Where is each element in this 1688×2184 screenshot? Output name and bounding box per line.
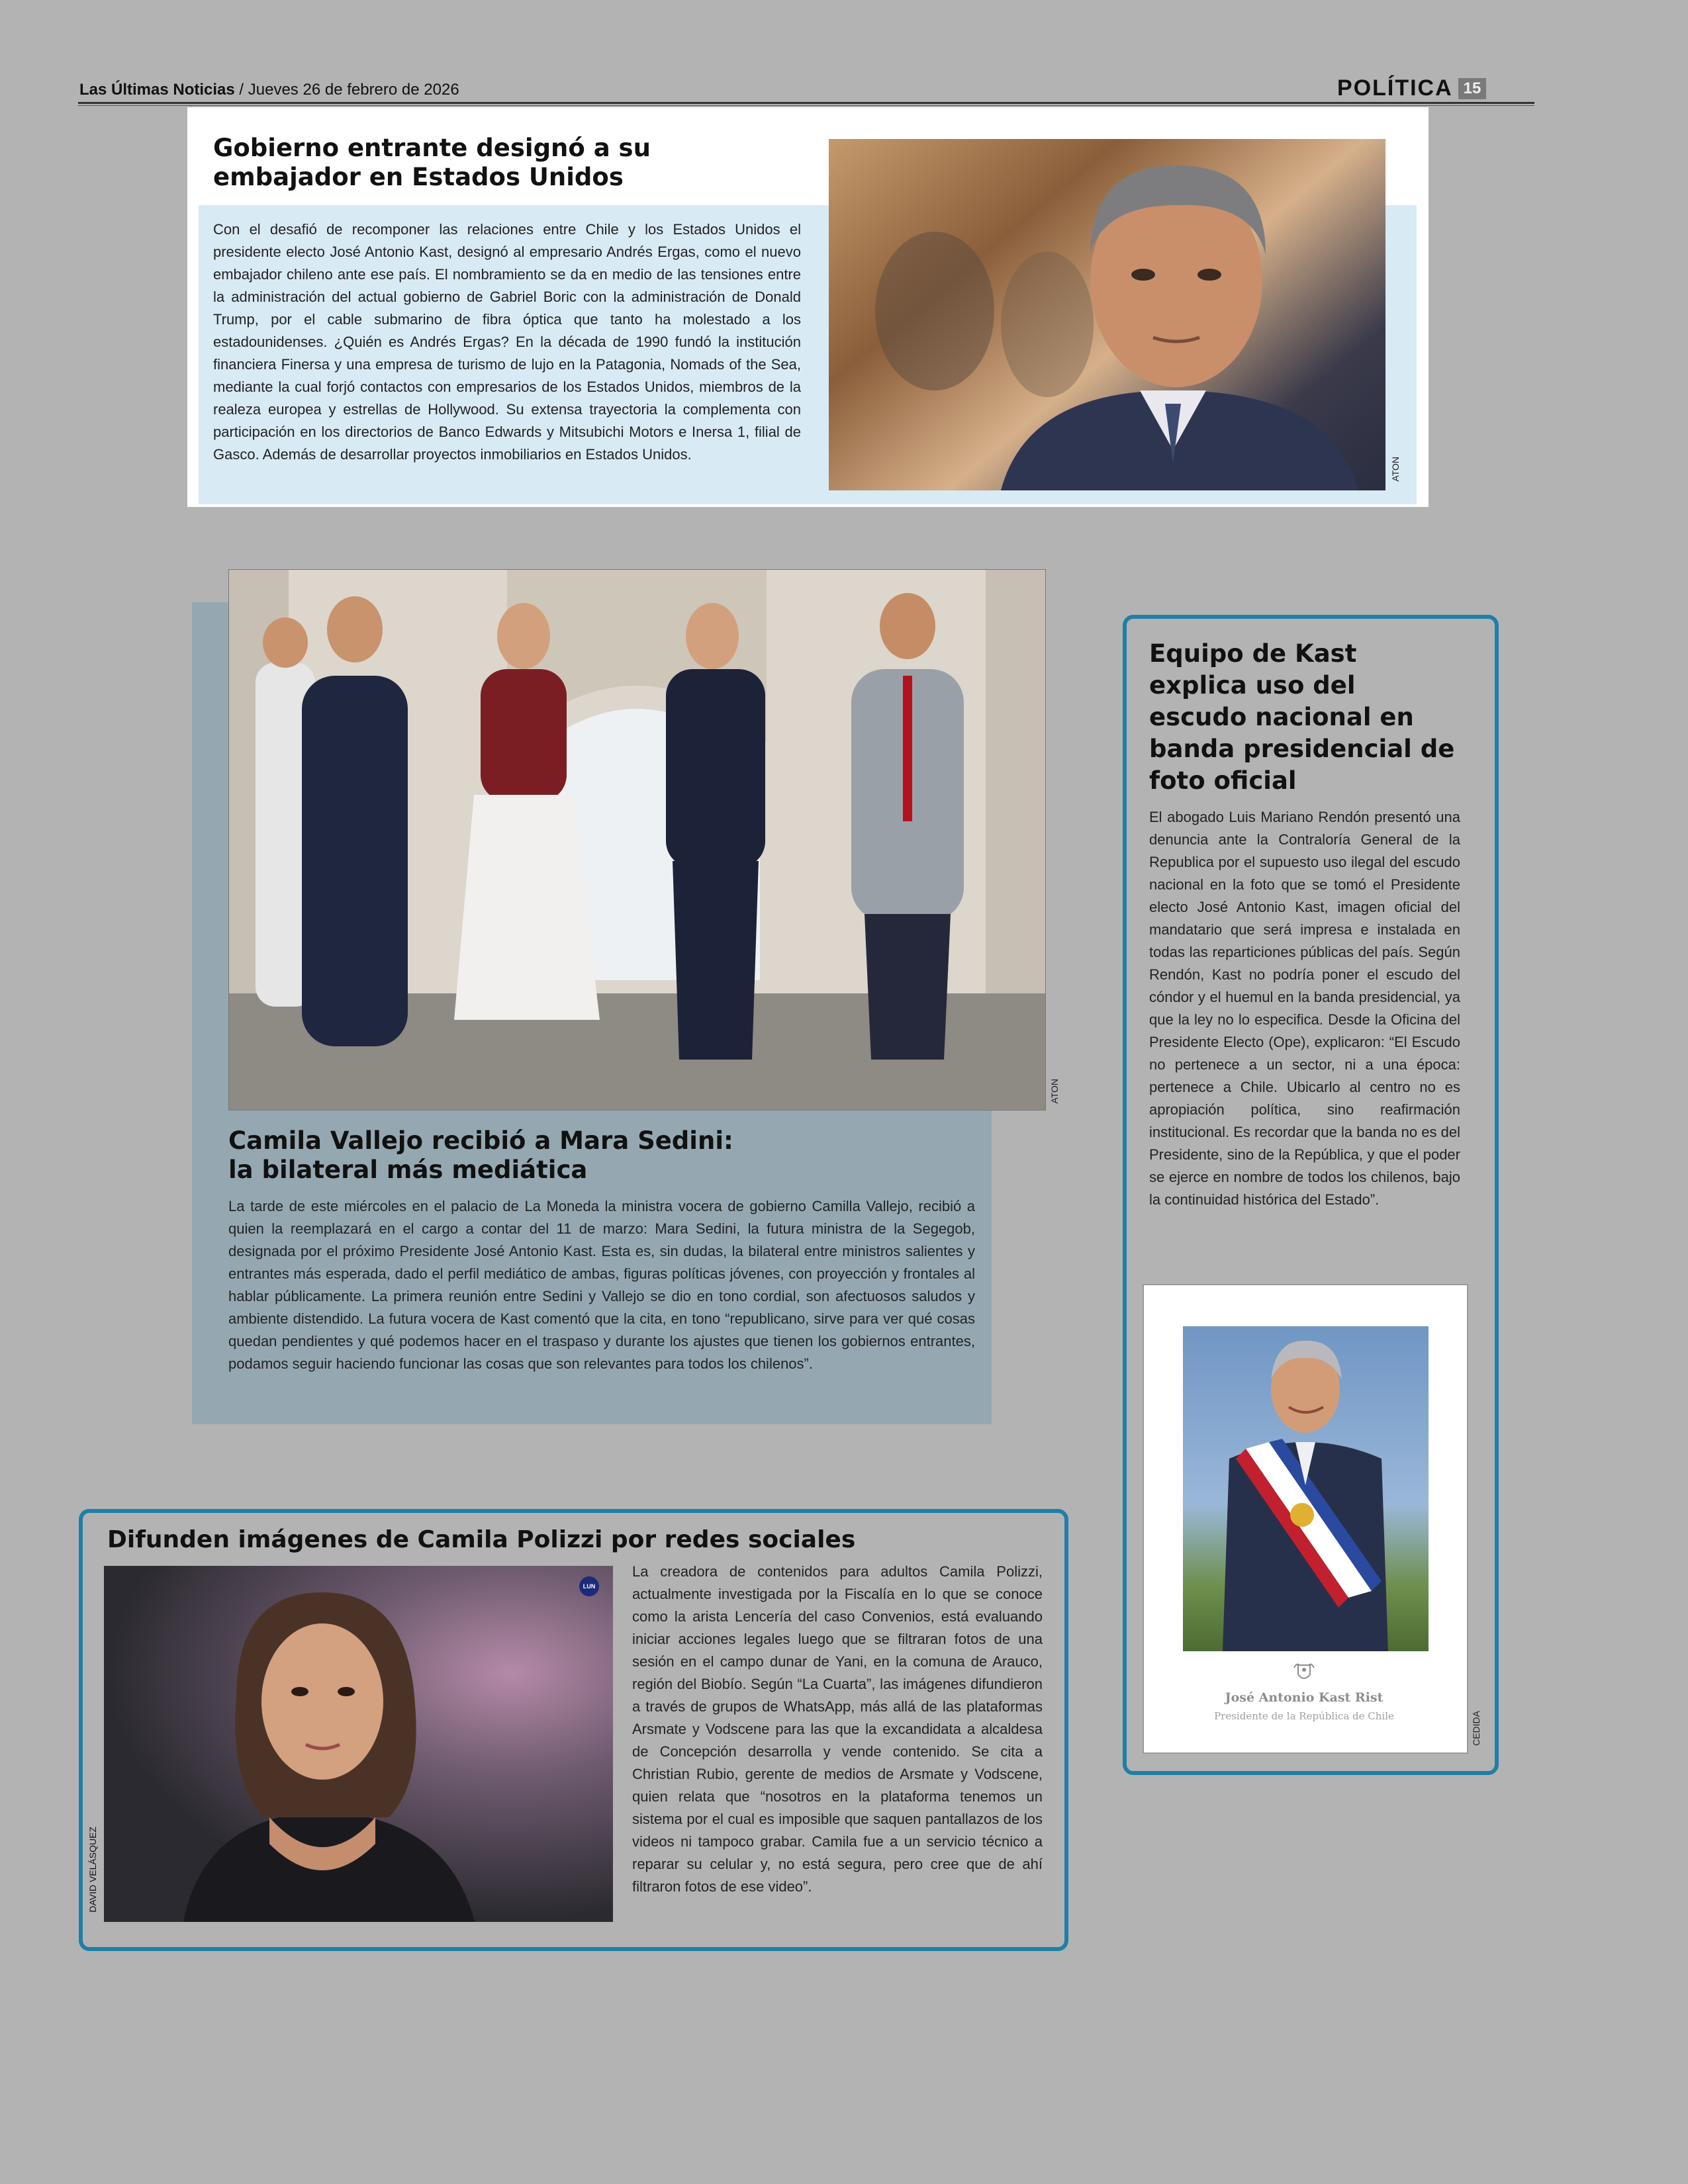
- section-name: POLÍTICA: [1337, 75, 1453, 101]
- publication-name: Las Últimas Noticias: [79, 81, 235, 99]
- headline-line: Equipo de Kast: [1149, 639, 1357, 668]
- page-number: 15: [1458, 78, 1487, 99]
- headline-line: la bilateral más mediática: [228, 1156, 588, 1185]
- headline-line: Camila Vallejo recibió a Mara Sedini:: [228, 1126, 733, 1155]
- story-vallejo-headline: [228, 1126, 957, 1185]
- publication-header: [79, 81, 459, 99]
- kast-official-photo: [1183, 1326, 1429, 1651]
- headline-line: foto oficial: [1149, 766, 1297, 795]
- portrait-caption-role: Presidente de la República de Chile: [1214, 1710, 1394, 1722]
- section-label: [1337, 75, 1486, 101]
- photo-credit: CEDIDA: [1471, 1711, 1481, 1746]
- story-polizzi-body: La creadora de contenidos para adultos Camila Polizzi, actualmente investigada por la Fiscalía en lo que se conoce como la arista Lencería del caso Convenios, está evaluando iniciar acciones legales luego que se filtraran fotos de una sesión en el campo dunar de Yani, en la comuna de Arauco, región del Biobío. Según “La Cuarta”, las imágenes difundieron a través de grupos de WhatsApp, más allá de las plataformas Arsmate y Vodscene para las que la excandidata a alcaldesa de Concepción desarrolla y vende contenido. Se cita a Christian Rubio, gerente de medios de Arsmate y Vodscene, quien relata que “nosotros en la plataforma tenemos un sistema por el cual es imposible que saquen pantallazos de los videos ni tampoco grabar. Camila fue a un servicio técnico a reparar su celular y, no está segura, pero cree que de ahí filtraron fotos de ese video”.: [632, 1563, 1043, 1895]
- la-moneda-group-photo: [228, 569, 1046, 1111]
- headline-line: Gobierno entrante designó a su: [213, 134, 651, 162]
- story-polizzi-headline: Difunden imágenes de Camila Polizzi por redes sociales: [107, 1526, 856, 1553]
- story-embajador-headline: [213, 134, 796, 193]
- coat-of-arms-icon: [1293, 1660, 1315, 1685]
- issue-date: Jueves 26 de febrero de 2026: [248, 81, 459, 99]
- portrait-illustration: [829, 139, 1385, 490]
- story-escudo-headline: [1149, 638, 1480, 797]
- headline-line: explica uso del: [1149, 671, 1356, 700]
- header-rule-thin: [78, 105, 1534, 106]
- group-illustration: [229, 570, 1045, 1110]
- source-badge-icon: LUN: [579, 1576, 599, 1596]
- story-vallejo-body: La tarde de este miércoles en el palacio de La Moneda la ministra vocera de gobierno Camilla Vallejo, recibió a quien la reemplazará en el cargo a contar del 11 de marzo: Mara Sedini, la futura ministra de la Segegob, designada por el próximo Presidente José Antonio Kast. Esta es, sin dudas, la bilateral entre ministros salientes y entrantes más esperada, dado el perfil mediático de ambas, figuras políticas jóvenes, con proyección y frontales al hablar públicamente. La primera reunión entre Sedini y Vallejo se dio en tono cordial, son afectuosos saludos y ambiente distendido. La futura vocera de Kast comentó que la cita, en tono “republicano, sirve para ver qué cosas quedan pendientes y qué podemos hacer en el traspaso y durante los ajustes que tienen los gobiernos entrantes, podamos seguir haciendo funcionar las cosas que son relevantes para todos los chilenos”.: [228, 1198, 975, 1372]
- photo-credit: ATON: [1049, 1079, 1060, 1104]
- story-embajador-body: Con el desafió de recomponer las relaciones entre Chile y los Estados Unidos el presidente electo José Antonio Kast, designó al empresario Andrés Ergas, como el nuevo embajador chileno ante ese país. El nombramiento se da en medio de las tensiones entre la administración del actual gobierno de Gabriel Boric con la administración de Donald Trump, por el cable submarino de fibra óptica que tanto ha molestado a los estadounidenses. ¿Quién es Andrés Ergas? En la década de 1990 fundó la institución financiera Finersa y una empresa de turismo de lujo en la Patagonia, Nomads of the Sea, mediante la cual forjó contactos con empresarios de los Estados Unidos, miembros de la realeza europea y estrellas de Hollywood. Su extensa trayectoria la complementa con participación en los directorios de Banco Edwards y Mitsubichi Motors e Inersa 1, filial de Gasco. Además de desarrollar proyectos inmobiliarios en Estados Unidos.: [213, 221, 801, 463]
- header-separator: /: [239, 81, 244, 99]
- photo-credit: DAVID VELÁSQUEZ: [87, 1827, 98, 1913]
- ergas-portrait-photo: [829, 139, 1385, 490]
- photo-credit: ATON: [1390, 457, 1401, 482]
- story-escudo-body: El abogado Luis Mariano Rendón presentó una denuncia ante la Contraloría General de la Republica por el supuesto uso ilegal del escudo nacional en la foto que se tomó el Presidente electo José Antonio Kast, imagen oficial del mandatario que será impresa e instalada en todas las reparticiones públicas del país. Según Rendón, Kast no podría poner el escudo del cóndor y el huemul en la banda presidencial, ya que la ley no lo especifica. Desde la Oficina del Presidente Electo (Ope), explicaron: “El Escudo no pertenece a un sector, ni a una época: pertenece a Chile. Ubicarlo al centro no es apropiación política, sino reafirmación institucional. Es recordar que la banda no es del Presidente, sino de la República, y que el poder se ejerce en nombre de todos los chilenos, bajo la continuidad histórica del Estado”.: [1149, 809, 1460, 1208]
- headline-line: banda presidencial de: [1149, 735, 1455, 763]
- polizzi-illustration: [104, 1566, 613, 1922]
- coat-of-arms-glyph: [1293, 1660, 1315, 1685]
- header-rule: [78, 102, 1534, 104]
- headline-line: escudo nacional en: [1149, 703, 1414, 731]
- polizzi-photo: [104, 1566, 613, 1922]
- portrait-caption-name: José Antonio Kast Rist: [1225, 1690, 1383, 1705]
- official-portrait-illustration: [1183, 1326, 1429, 1651]
- headline-line: embajador en Estados Unidos: [213, 163, 624, 192]
